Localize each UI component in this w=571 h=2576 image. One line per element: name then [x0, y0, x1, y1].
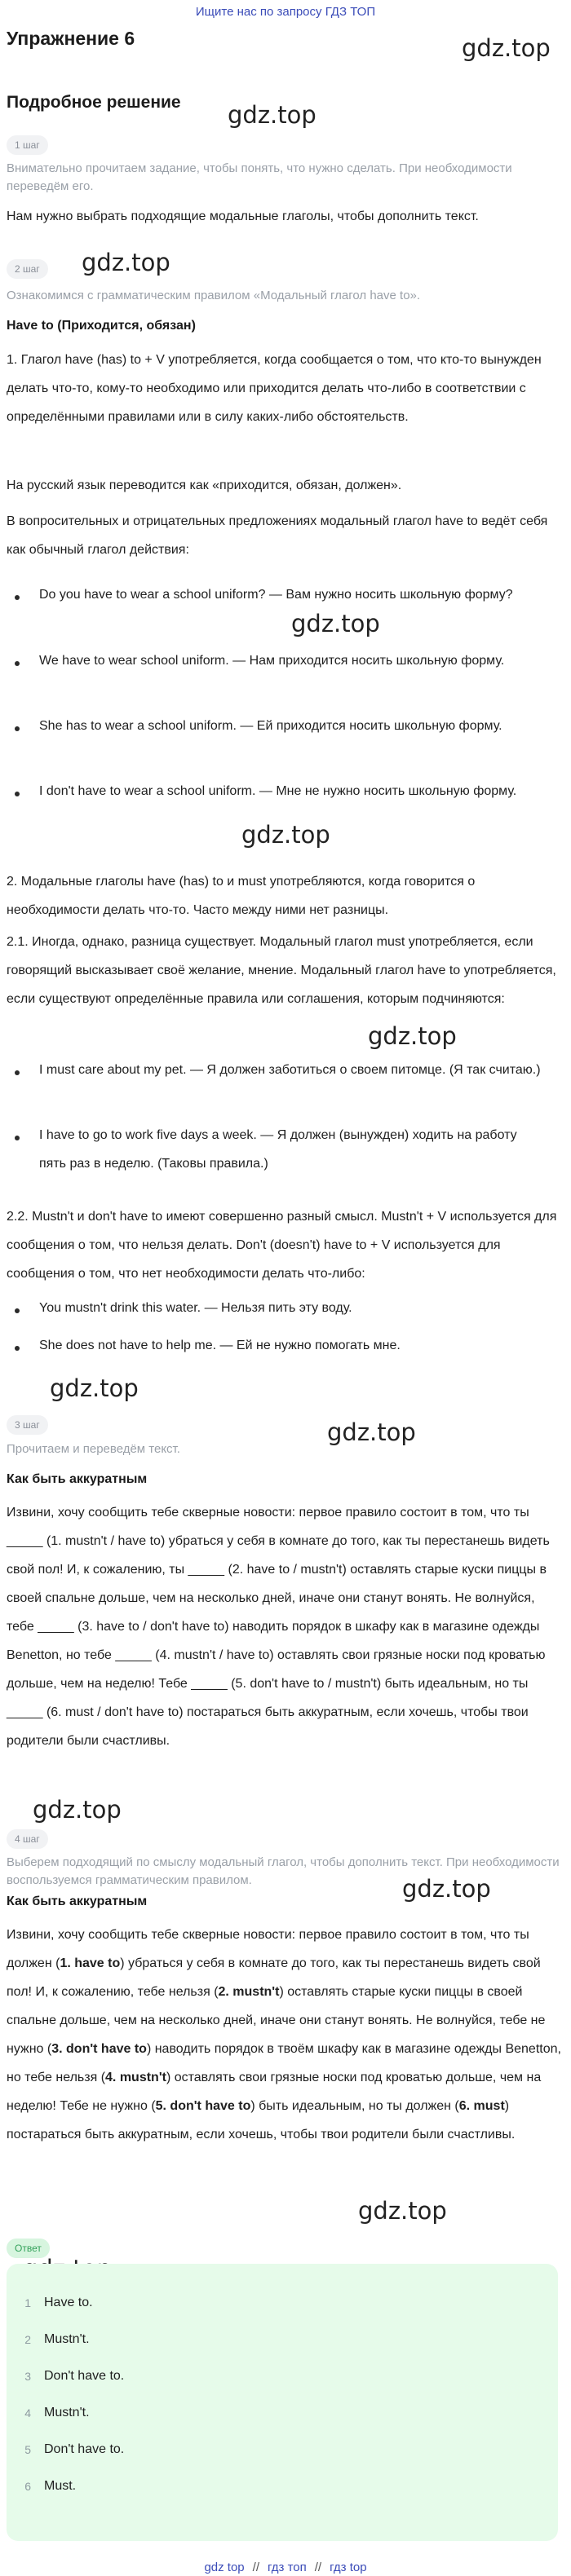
answer-item [7, 2328, 90, 2351]
watermark: gdz.top [327, 1418, 416, 1446]
exercise-text: Извини, хочу сообщить тебе скверные новости: первое правило состоит в том, что ты _____ (1. mustn't / have to) убраться у себя в комнате до того, как ты перестанешь видеть свой пол! И, к сожалению, ты _____ (2. have to / mustn't) оставлять старые куски пиццы в своей спальне дольше, чем на несколько дней, иначе они станут вонять. Не волнуйся, тебе _____ (3. have to / don't have to) наводить порядок в шкафу как в магазине одежды Benetton, но тебе _____ (4. mustn't / have to) оставлять свои грязные носки под кроватью дольше, чем на неделю! Тебе _____ (5. don't have to / mustn't) быть идеальным, но ты _____ (6. must / don't have to) постараться быть аккуратным, если хочешь, чтобы твои родители были счастливы. [7, 1506, 550, 1748]
bullet-icon [15, 1136, 20, 1140]
answer-number: 4 [24, 2406, 31, 2419]
answer-text: Mustn't. [44, 2332, 90, 2346]
answer-text: Mustn't. [44, 2406, 90, 2419]
example-item: She does not have to help me. — Ей не нужно помогать мне. [39, 1339, 401, 1352]
rule-paragraph: В вопросительных и отрицательных предложениях модальный глагол have to ведёт себя как обычный глагол действия: [7, 514, 548, 557]
example-item: I must care about my pet. — Я должен заботиться о своем питомце. (Я так считаю.) [39, 1063, 541, 1077]
step-hint: Ознакомимся с грамматическим правилом «Модальный глагол have to». [7, 289, 421, 302]
bullet-icon [15, 1070, 20, 1075]
search-banner-text[interactable]: Ищите нас по запросу ГДЗ ТОП [195, 4, 376, 19]
text-fragment: ) оставлять свои грязные носки под кроватью дольше, чем на неделю! Тебе не нужно ( [7, 2071, 542, 2113]
example-item: She has to wear a school uniform. — Ей приходится носить школьную форму. [39, 719, 502, 733]
exercise-title: Упражнение 6 [7, 28, 135, 49]
step-chip: 2 шаг [7, 259, 48, 279]
rule-paragraph: 2.2. Mustn't и don't have to имеют совершенно разный смысл. Mustn't + V используется для сообщения о том, что нельзя делать. Don't (doesn't) have to + V используется для сообщения о том, что нет необходимости делать что-либо: [7, 1210, 557, 1281]
answer-box [7, 2264, 558, 2541]
bullet-icon [15, 661, 20, 666]
answer-number: 6 [24, 2480, 31, 2493]
watermark: gdz.top [368, 1022, 457, 1050]
example-item: Do you have to wear a school uniform? — Вам нужно носить школьную форму? [39, 588, 513, 602]
step-hint: Прочитаем и переведём текст. [7, 1442, 180, 1456]
bullet-icon [15, 1346, 20, 1351]
footer-link[interactable]: гдз top [330, 2560, 367, 2574]
step-chip: 3 шаг [7, 1415, 48, 1435]
step-hint: Внимательно прочитаем задание, чтобы понять, что нужно сделать. При необходимости переведём его. [7, 161, 512, 193]
watermark: gdz.top [241, 821, 330, 849]
bullet-icon [15, 726, 20, 731]
answer-highlight: 4. mustn't [105, 2071, 166, 2084]
example-item: You mustn't drink this water. — Нельзя пить эту воду. [39, 1301, 352, 1315]
answer-highlight: 2. mustn't [218, 1985, 280, 1999]
answer-number: 1 [24, 2296, 31, 2309]
answer-highlight: 3. don't have to [51, 2042, 147, 2056]
search-banner[interactable] [0, 0, 571, 23]
solution-title: Подробное решение [7, 93, 181, 112]
answer-item [7, 2291, 93, 2314]
answer-chip: Ответ [7, 2239, 50, 2258]
answer-text: Don't have to. [44, 2442, 125, 2456]
answer-highlight: 6. must [458, 2099, 505, 2113]
rule-paragraph: На русский язык переводится как «приходится, обязан, должен». [7, 479, 402, 492]
example-item: I don't have to wear a school uniform. — Мне не нужно носить школьную форму. [39, 784, 517, 798]
rule-paragraph: 1. Глагол have (has) to + V употребляется, когда сообщается о том, что кто-то вынужден делать что-то, кому-то необходимо или приходится делать что-либо в соответствии с определёнными правилами или в силу каких-либо обстоятельств. [7, 353, 542, 424]
watermark: gdz.top [291, 610, 380, 637]
text-fragment: ) наводить порядок в твоём шкафу как в магазине одежды Benetton, но тебе нельзя ( [7, 2042, 561, 2084]
text-fragment: ) оставлять старые куски пиццы в своей спальне дольше, чем на несколько дней, иначе они станут вонять. Не волнуйся, тебе не нужно ( [7, 1985, 546, 2056]
footer-link[interactable]: gdz top [204, 2560, 245, 2574]
bullet-icon [15, 792, 20, 796]
watermark: gdz.top [33, 1796, 122, 1824]
answer-highlight: 5. don't have to [155, 2099, 251, 2113]
bullet-icon [15, 595, 20, 600]
completed-text [7, 1921, 564, 2149]
answer-item [7, 2365, 124, 2388]
answer-number: 2 [24, 2333, 31, 2346]
watermark: gdz.top [50, 1374, 139, 1402]
text-fragment: ) быть идеальным, но ты должен ( [250, 2099, 459, 2113]
watermark: gdz.top [82, 249, 170, 276]
text-heading: Как быть аккуратным [7, 1895, 148, 1908]
answer-text: Must. [44, 2479, 77, 2493]
example-item: We have to wear school uniform. — Нам приходится носить школьную форму. [39, 654, 505, 668]
answer-number: 5 [24, 2443, 31, 2456]
footer-separator: // [252, 2560, 259, 2574]
answer-item [7, 2402, 90, 2424]
watermark: gdz.top [402, 1875, 491, 1903]
answer-item [7, 2475, 76, 2498]
example-item: I have to go to work five days a week. — Я должен (вынужден) ходить на работу пять раз в неделю. (Таковы правила.) [39, 1128, 517, 1171]
step-chip: 1 шаг [7, 135, 48, 155]
text-fragment: ) постараться быть аккуратным, если хочешь, чтобы твои родители были счастливы. [7, 2099, 516, 2142]
text-fragment: ) убраться у себя в комнате до того, как ты перестанешь видеть свой пол! И, к сожалению, тебе нельзя ( [7, 1956, 541, 1999]
answer-text: Don't have to. [44, 2369, 125, 2383]
watermark: gdz.top [358, 2197, 447, 2225]
answer-highlight: 1. have to [60, 1956, 121, 1970]
answer-item [7, 2438, 124, 2461]
watermark: gdz.top [228, 101, 316, 129]
rule-heading: Have to (Приходится, обязан) [7, 319, 196, 333]
text-heading: Как быть аккуратным [7, 1472, 148, 1486]
footer-link[interactable]: гдз топ [268, 2560, 307, 2574]
footer-links [0, 2558, 571, 2576]
answer-text: Have to. [44, 2296, 93, 2309]
text-fragment: Извини, хочу сообщить тебе скверные новости: первое правило состоит в том, что ты должен ( [7, 1928, 529, 1970]
bullet-icon [15, 1308, 20, 1313]
answer-number: 3 [24, 2370, 31, 2383]
step-hint: Выберем подходящий по смыслу модальный глагол, чтобы дополнить текст. При необходимости воспользуемся грамматическим правилом. [7, 1855, 560, 1887]
step-chip: 4 шаг [7, 1829, 48, 1849]
footer-separator: // [314, 2560, 322, 2574]
step-text: Нам нужно выбрать подходящие модальные глаголы, чтобы дополнить текст. [7, 210, 479, 223]
rule-paragraph: 2. Модальные глаголы have (has) to и must употребляются, когда говорится о необходимости делать что-то. Часто между ними нет разницы. [7, 875, 476, 917]
watermark: gdz.top [462, 34, 551, 62]
rule-paragraph: 2.1. Иногда, однако, разница существует. Модальный глагол must употребляется, если говорящий высказывает своё желание, мнение. Модальный глагол have to употребляется, если существуют определённые правила или соглашения, которым подчиняются: [7, 935, 556, 1006]
